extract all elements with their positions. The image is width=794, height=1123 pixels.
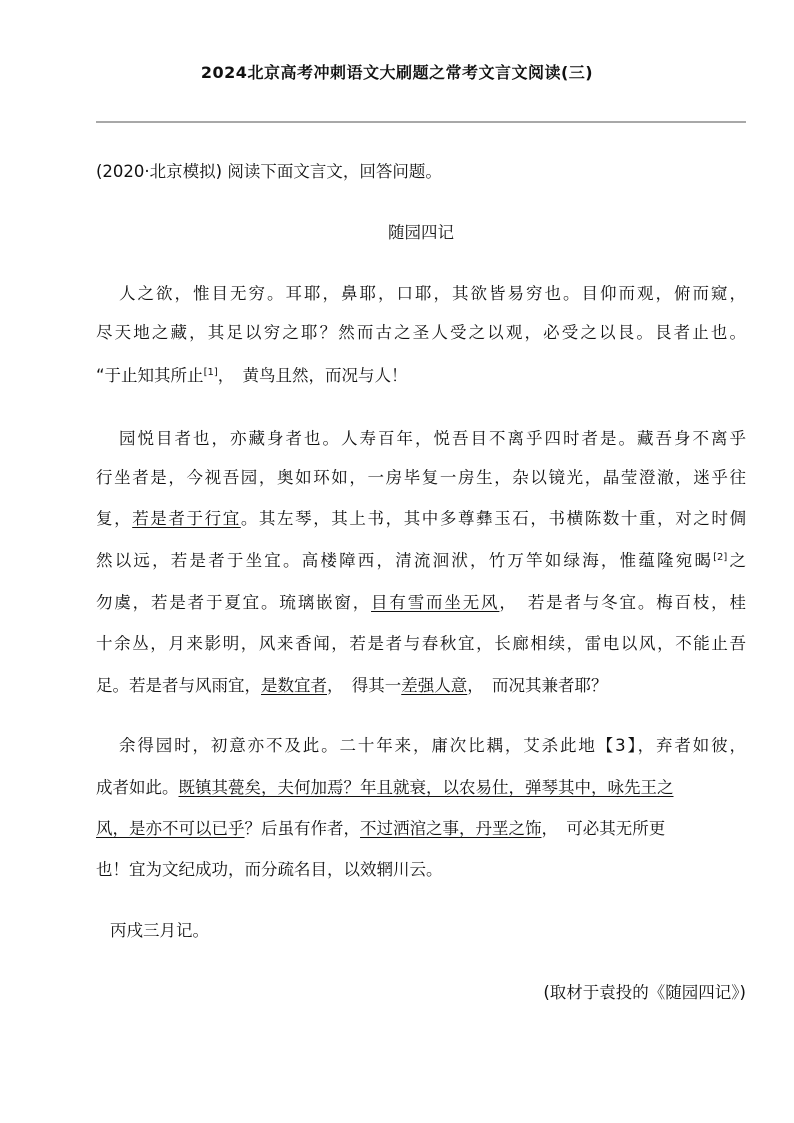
underlined-phrase: 目有雪而坐无风 <box>371 593 500 612</box>
footnote-marker-2: [2] <box>713 552 728 563</box>
text-segment: 足。若是者与风雨宜， <box>96 676 261 695</box>
paragraph-2-line-2: 行坐者是，今视吾园，奥如环如，一房毕复一房生，杂以镜光，晶莹澄澈，迷乎往 <box>96 468 746 487</box>
paragraph-3-line-2 <box>96 777 746 799</box>
text-segment: 复， <box>96 509 133 528</box>
question-intro: (2020·北京模拟) 阅读下面文言文，回答问题。 <box>96 162 442 181</box>
paragraph-1-line-2: 尽天地之藏，其足以穷之耶？然而古之圣人受之以观，必受之以艮。艮者止也。 <box>96 323 746 342</box>
paragraph-1-line-1: 人之欲，惟目无穷。耳耶，鼻耶，口耶，其欲皆易穷也。目仰而观，俯而窥， <box>119 284 746 303</box>
paragraph-3-line-3 <box>96 818 746 840</box>
header-divider <box>96 121 746 123</box>
paragraph-3-line-1: 余得园时，初意亦不及此。二十年来，庸次比耦，艾杀此地【3】，弃者如彼， <box>119 736 746 755</box>
text-segment: “于止知其所止 <box>96 366 204 385</box>
text-segment: ， 若是者与冬宜。梅百枝，桂 <box>499 593 747 612</box>
paragraph-2-line-3 <box>96 508 746 530</box>
paragraph-2-line-5 <box>96 592 746 614</box>
paragraph-2-line-4 <box>96 550 746 572</box>
underlined-phrase: 既镇其甍矣，夫何加焉？年且就衰，以农易仕，弹琴其中，咏先王之 <box>178 778 674 797</box>
underlined-phrase: 差强人意 <box>401 676 468 695</box>
underlined-phrase: 若是者于行宜 <box>132 509 241 528</box>
text-segment: 。其左琴，其上书，其中多尊彝玉石，书横陈数十重，对之时倜 <box>240 509 747 528</box>
text-segment: ？后虽有作者， <box>244 819 360 838</box>
passage-title: 随园四记 <box>388 223 454 242</box>
paragraph-1-line-3 <box>96 365 746 387</box>
underlined-phrase: 不过洒涫之事，丹垩之饰 <box>360 819 542 838</box>
text-segment: ， 可必其无所更 <box>541 819 666 838</box>
text-segment: 成者如此。 <box>96 778 179 797</box>
paragraph-2-line-7 <box>96 675 746 697</box>
paragraph-3-line-4: 也！宜为文纪成功，而分疏名目，以效辋川云。 <box>96 860 443 879</box>
page-title: 2024北京高考冲刺语文大刷题之常考文言文阅读(三) <box>200 63 594 82</box>
underlined-phrase: 风，是亦不可以已乎 <box>96 819 245 838</box>
footnote-marker-1: [1] <box>203 367 218 378</box>
text-segment: 然以远，若是者于坐宜。高楼障西，清流洄洑，竹万竿如绿海，惟蕴隆宛暍 <box>96 551 714 570</box>
text-segment: ， 得其一 <box>327 676 402 695</box>
text-segment: 勿虞，若是者于夏宜。琉璃嵌窗， <box>96 593 372 612</box>
source-citation: (取材于袁投的《随园四记》) <box>543 983 746 1002</box>
paragraph-2-line-1: 园悦目者也，亦藏身者也。人寿百年，悦吾目不离乎四时者是。藏吾身不离乎 <box>119 429 746 448</box>
text-segment: 之 <box>727 551 747 570</box>
paragraph-2-line-6: 十余丛，月来影明，风来香闻，若是者与春秋宜，长廊相续，雷电以风，不能止吾 <box>96 634 746 653</box>
text-segment: ， 黄鸟且然，而况与人！ <box>217 366 408 385</box>
text-segment: ， 而况其兼者耶？ <box>467 676 608 695</box>
underlined-phrase: 是数宜者 <box>261 676 327 695</box>
dateline: 丙戌三月记。 <box>110 921 209 940</box>
